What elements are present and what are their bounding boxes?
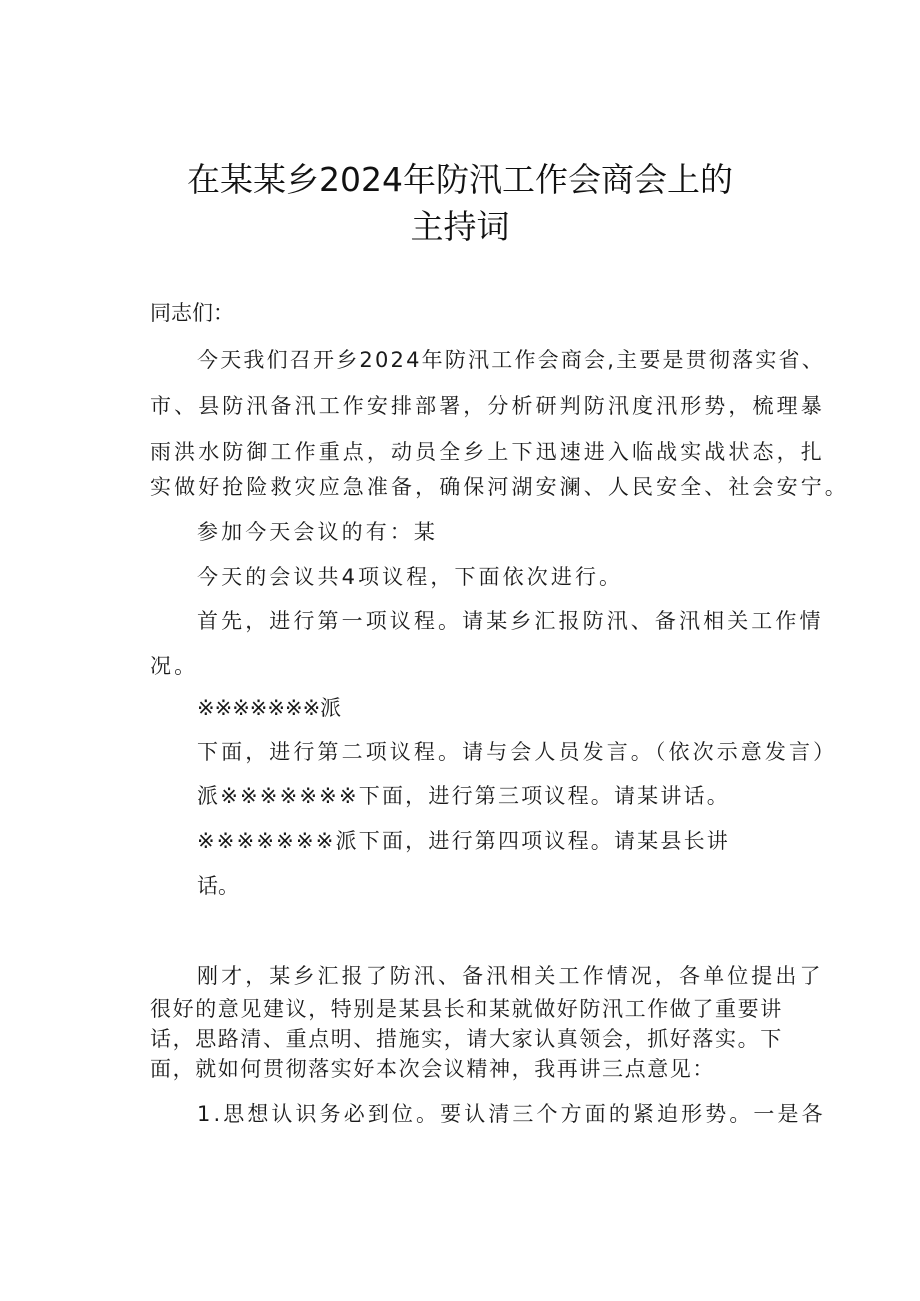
- agenda-item-4-line-2: 话。: [197, 874, 239, 898]
- point-1: 1.思想认识务必到位。要认清三个方面的紧迫形势。一是各: [197, 1102, 826, 1126]
- attendees-line: 参加今天会议的有：某: [197, 520, 438, 544]
- paragraph-1-line-3: 雨洪水防御工作重点，动员全乡上下迅速进入临战实战状态，扎: [150, 440, 825, 464]
- summary-line-3: 话，思路清、重点明、措施实，请大家认真领会，抓好落实。下: [150, 1027, 783, 1051]
- document-title-line-1: 在某某乡2024年防汛工作会商会上的: [187, 160, 733, 199]
- agenda-item-1-line-2: 况。: [150, 654, 199, 678]
- paragraph-1-line-2: 市、县防汛备汛工作安排部署，分析研判防汛度汛形势，梳理暴: [150, 394, 825, 418]
- summary-line-1: 刚才，某乡汇报了防汛、备汛相关工作情况，各单位提出了: [197, 964, 824, 988]
- redacted-mark-line: ※※※※※※※派: [197, 696, 342, 720]
- agenda-item-3: 派※※※※※※※下面，进行第三项议程。请某讲话。: [197, 784, 730, 808]
- paragraph-1-line-1: 今天我们召开乡2024年防汛工作会商会,主要是贯彻落实省、: [197, 348, 825, 372]
- salutation: 同志们：: [150, 301, 234, 325]
- agenda-item-2: 下面，进行第二项议程。请与会人员发言。（依次示意发言）: [197, 740, 838, 764]
- agenda-item-1-line-1: 首先，进行第一项议程。请某乡汇报防汛、备汛相关工作情: [197, 609, 824, 633]
- summary-line-2: 很好的意见建议，特别是某县长和某就做好防汛工作做了重要讲: [150, 997, 783, 1021]
- agenda-intro: 今天的会议共4项议程，下面依次进行。: [197, 565, 624, 589]
- summary-line-4: 面，就如何贯彻落实好本次会议精神，我再讲三点意见：: [150, 1057, 715, 1081]
- agenda-item-4-line-1: ※※※※※※※派下面，进行第四项议程。请某县长讲: [197, 829, 730, 853]
- paragraph-1-line-4: 实做好抢险救灾应急准备，确保河湖安澜、人民安全、社会安宁。: [150, 475, 849, 499]
- document-title-line-2: 主持词: [410, 207, 510, 246]
